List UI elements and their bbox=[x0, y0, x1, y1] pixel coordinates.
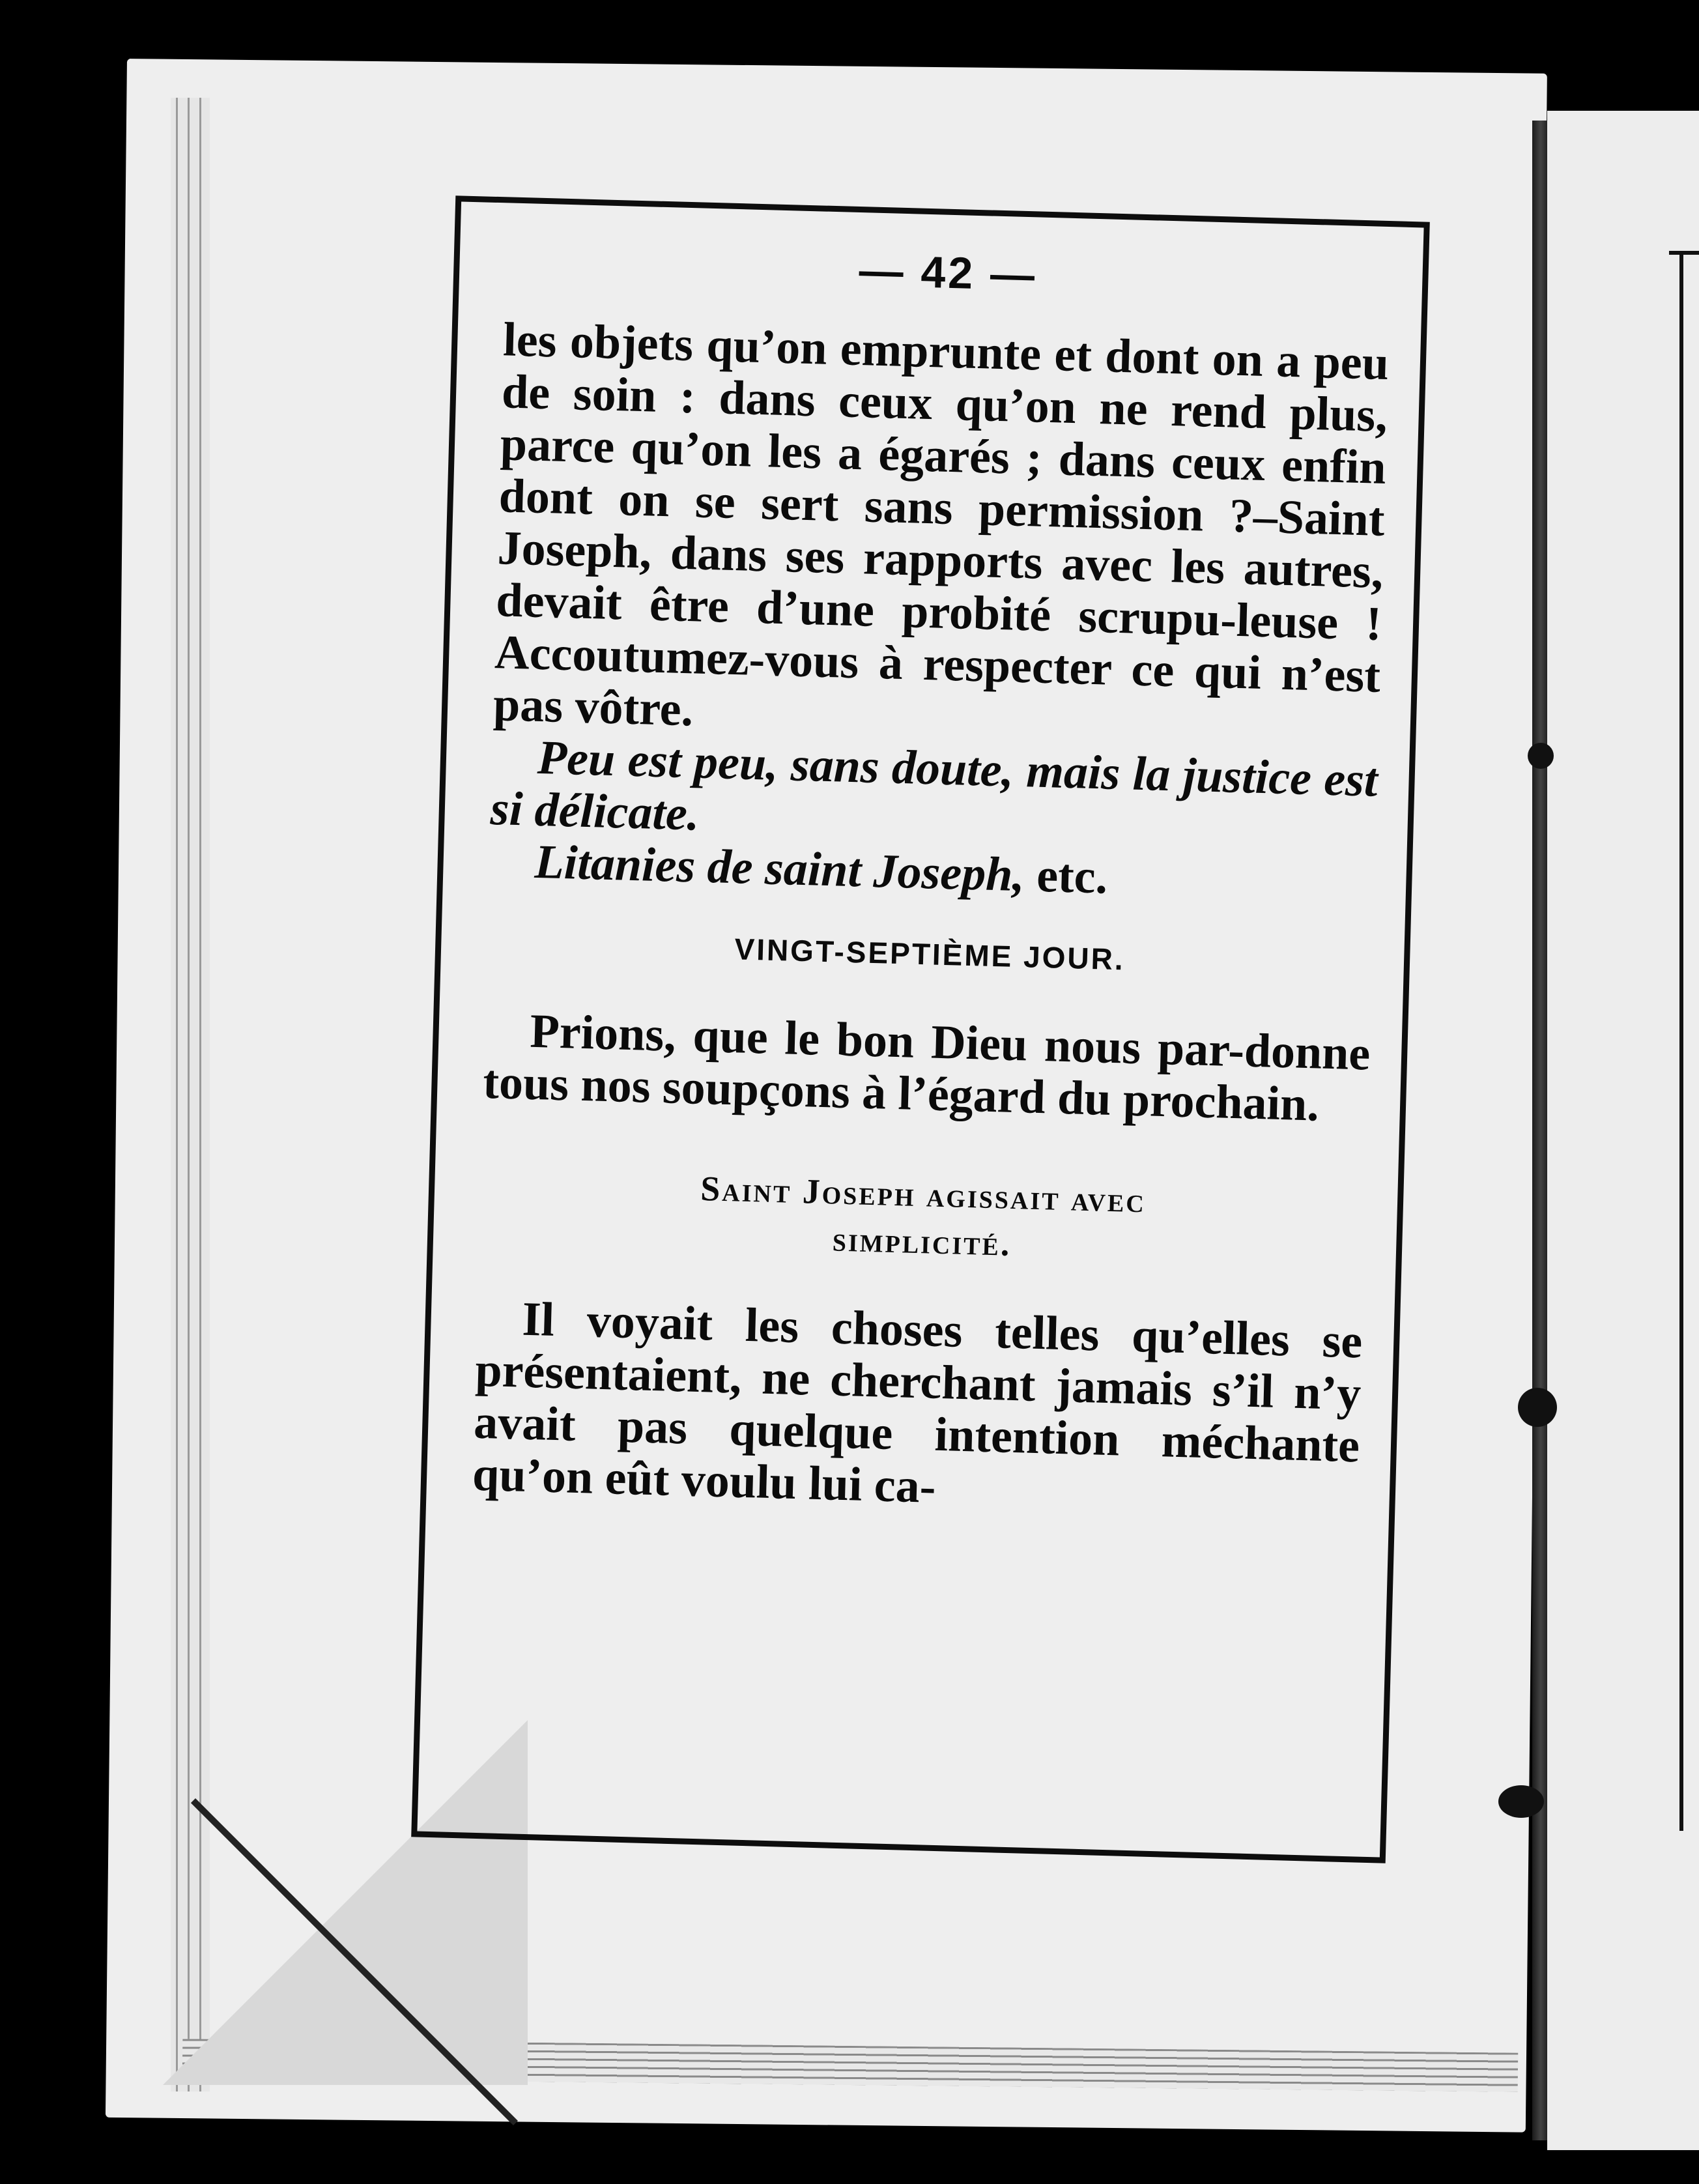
right-page-frame-top bbox=[1669, 251, 1699, 255]
section-heading-line-2: simplicité. bbox=[832, 1219, 1012, 1263]
page-number: — 42 — bbox=[858, 246, 1038, 300]
paragraph-probity: les objets qu’on emprunte et dont on a peu de soin : dans ceux qu’on ne rend plus, parce qu’on les a égarés ; dans ceux enfin dont on se sert sans permission ?–Saint Joseph, dans ses rapports avec les autres, devait être d’une probité scrupu-leuse ! Accoutumez-vous à respecter ce qui n’est pas vôtre. bbox=[493, 313, 1390, 737]
right-page-frame-side bbox=[1679, 254, 1683, 1831]
prayer-paragraph: Prions, que le bon Dieu nous par-donne tous nos soupçons à l’égard du prochain. bbox=[482, 1004, 1371, 1132]
ink-blot bbox=[1528, 743, 1554, 769]
section-heading-line-1: Saint Joseph agissait avec bbox=[700, 1168, 1147, 1220]
paragraph-simplicity: Il voyait les choses telles qu’elles se présentaient, ne cherchant jamais s’il n’y avait pas quelque intention méchante qu’on eût voulu lui ca- bbox=[472, 1292, 1363, 1514]
ink-blot bbox=[1498, 1785, 1544, 1818]
section-heading bbox=[478, 1159, 1366, 1277]
page-content bbox=[472, 235, 1392, 1524]
ink-blot bbox=[1518, 1388, 1557, 1427]
right-page bbox=[1547, 111, 1699, 2150]
text-frame bbox=[411, 195, 1430, 1863]
italic-maxim: Peu est peu, sans doute, mais la justice est si délicate. bbox=[489, 730, 1378, 841]
day-heading: VINGT-SEPTIÈME JOUR. bbox=[734, 932, 1126, 977]
litanies-title: Litanies de saint Joseph, bbox=[534, 835, 1025, 902]
litanies-etc: etc. bbox=[1023, 848, 1109, 904]
